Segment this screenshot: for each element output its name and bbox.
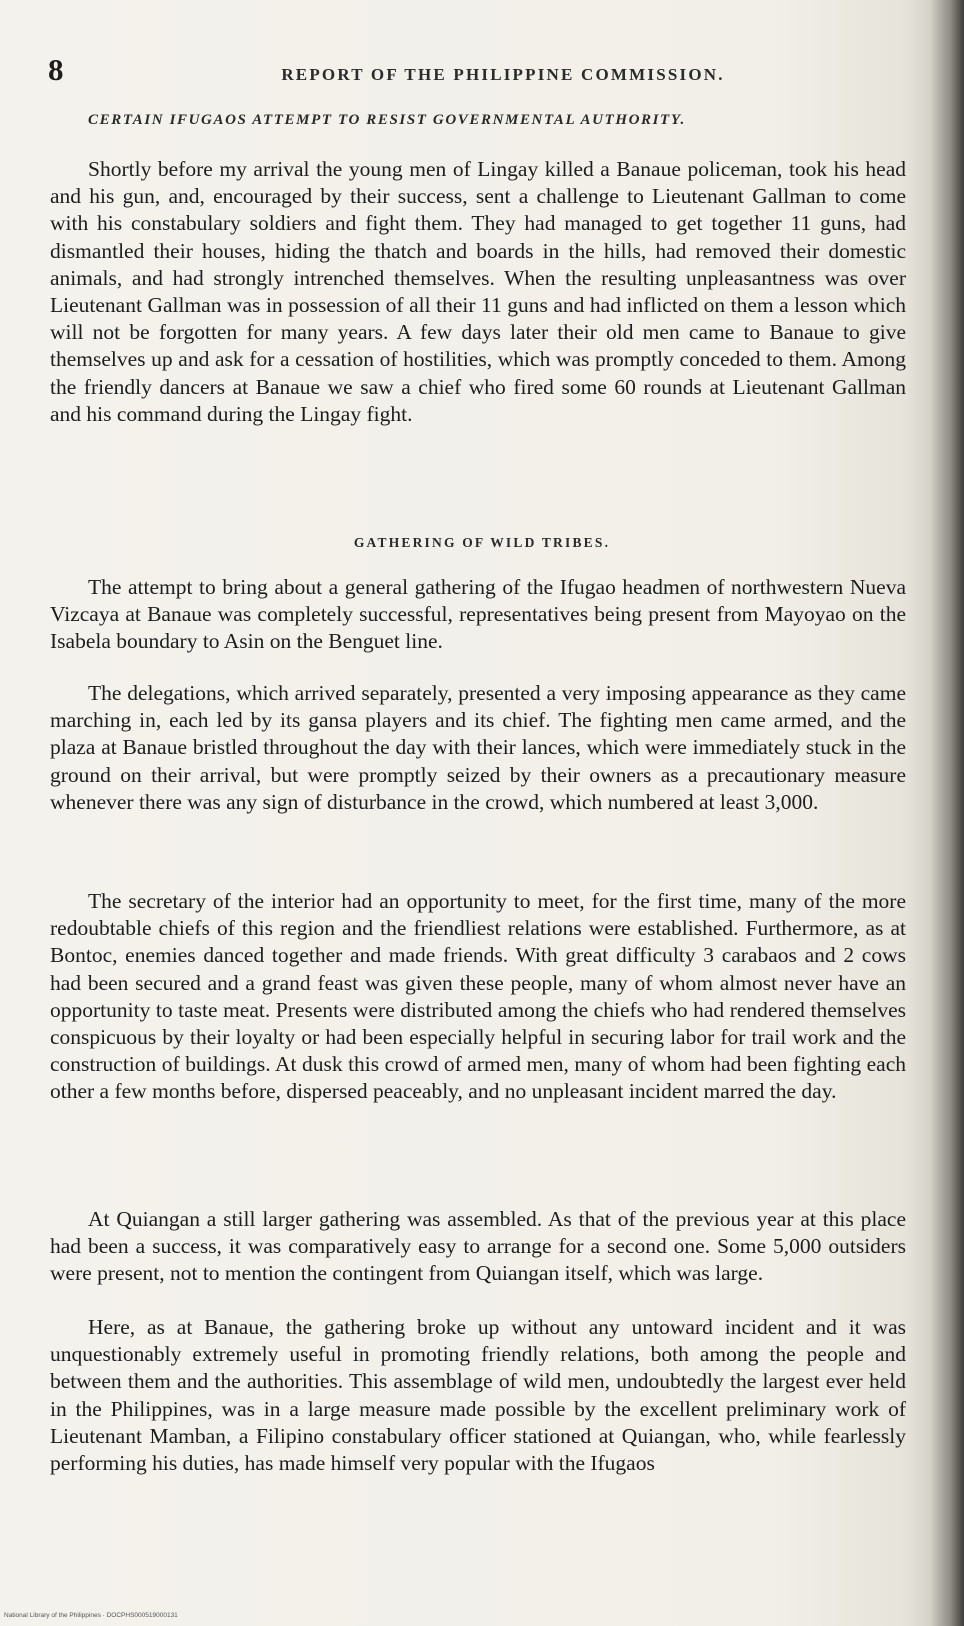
paragraph-general-gathering: The attempt to bring about a general gathering of the Ifugao headmen of northwestern Nueva Vizcaya at Banaue was completely successful, representatives being present from Mayoyao on the Isabela boundary to Asin on the Benguet line. xyxy=(50,575,906,654)
paragraph-delegations: The delegations, which arrived separately, presented a very imposing appearance as they came marching in, each led by its gansa players and its chief. The fighting men came armed, and the plaza at Banaue bristled throughout the day with their lances, which were immediately stuck in the ground on their arrival, but were promptly seized by their owners as a precautionary measure whenever there was any sign of disturbance in the crowd, which numbered at least 3,000. xyxy=(50,681,906,814)
paragraph-gathering-outcome: Here, as at Banaue, the gathering broke up without any untoward incident and it was unquestionably extremely useful in promoting friendly relations, both among the people and between them and the authorities. This assemblage of wild men, undoubtedly the largest ever held in the Philippines, was in a large measure made possible by the excellent preliminary work of Lieutenant Mamban, a Filipino constabulary officer stationed at Quiangan, who, while fearlessly performing his duties, has made himself very popular with the Ifugaos xyxy=(50,1315,906,1476)
paragraph-lingay-fight: Shortly before my arrival the young men of Lingay killed a Banaue policeman, took his head and his gun, and, encouraged by their success, sent a challenge to Lieutenant Gallman to come with his constabulary soldiers and fight them. They had managed to get together 11 guns, had dismantled their houses, hiding the thatch and boards in the hills, had removed their domestic animals, and had strongly intrenched themselves. When the resulting unpleasantness was over Lieutenant Gallman was in possession of all their 11 guns and had inflicted on them a lesson which will not be forgotten for many years. A few days later their old men came to Banaue to give themselves up and ask for a cessation of hostilities, which was promptly conceded to them. Among the friendly dancers at Banaue we saw a chief who fired some 60 rounds at Lieutenant Gallman and his command during the Lingay fight. xyxy=(50,157,906,426)
running-head xyxy=(48,52,918,88)
footer-credit: National Library of the Philippines · DOCPHS000519000131 xyxy=(4,1612,178,1619)
running-title: REPORT OF THE PHILIPPINE COMMISSION. xyxy=(281,65,725,84)
page-number: 8 xyxy=(48,52,64,87)
section-heading-gathering: GATHERING OF WILD TRIBES. xyxy=(353,535,611,550)
paragraph-secretary-interior: The secretary of the interior had an opportunity to meet, for the first time, many of the more redoubtable chiefs of this region and the friendliest relations were established. Furthermore, as at Bontoc, enemies danced together and made friends. With great difficulty 3 carabaos and 2 cows had been secured and a grand feast was given these people, many of whom almost never have an opportunity to taste meat. Presents were distributed among the chiefs who had rendered themselves conspicuous by their loyalty or had been especially helpful in securing labor for trail work and the construction of buildings. At dusk this crowd of armed men, many of whom had been fighting each other a few months before, dispersed peaceably, and no unpleasant incident marred the day. xyxy=(50,889,906,1104)
section-heading-resistance: CERTAIN IFUGAOS ATTEMPT TO RESIST GOVERNMENTAL AUTHORITY. xyxy=(88,112,686,128)
paragraph-quiangan-gathering: At Quiangan a still larger gathering was assembled. As that of the previous year at this place had been a success, it was comparatively easy to arrange for a second one. Some 5,000 outsiders were present, not to mention the contingent from Quiangan itself, which was large. xyxy=(50,1207,906,1286)
page-edge-shadow xyxy=(930,0,964,1626)
